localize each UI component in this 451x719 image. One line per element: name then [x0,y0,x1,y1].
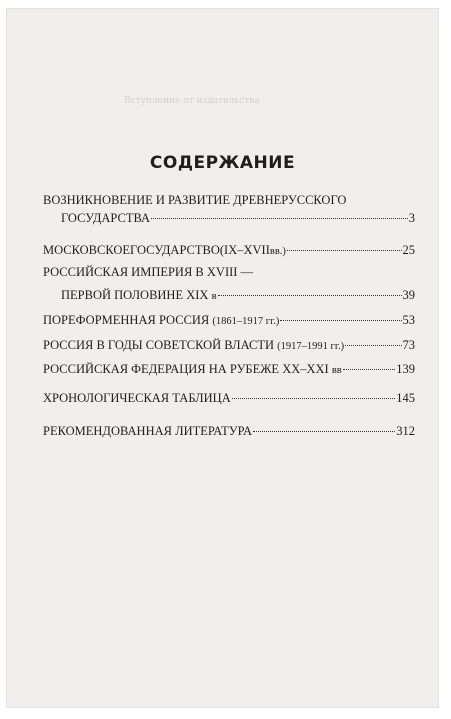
leader-dots [218,282,402,296]
page-number: 73 [402,337,415,352]
toc-entry-suffix: в [211,290,217,302]
leader-dots [287,237,402,251]
leader-dots [345,332,401,346]
page-number: 3 [408,210,415,225]
toc-entry-3 [43,265,415,303]
page-number: 145 [396,390,415,405]
toc-entry-8 [43,421,415,439]
toc-entry-title: ГОСУДАРСТВА [61,210,151,225]
page-number: 312 [396,423,415,438]
leader-dots [253,418,395,432]
toc-entry-suffix: (1917–1991 гг.) [277,340,345,352]
leader-dots [232,385,396,399]
page-number: 139 [396,361,415,376]
toc-entry-4 [43,310,415,328]
toc-entry-title-line: ВОЗНИКНОВЕНИЕ И РАЗВИТИЕ ДРЕВНЕРУССКОГО [43,193,347,207]
toc-entry-suffix: вв [331,364,342,376]
toc-entry-title-line: РОССИЙСКАЯ ИМПЕРИЯ В XVIII — [43,265,254,279]
toc-entry-7 [43,388,415,406]
toc-entry-2 [43,240,415,258]
leader-dots [343,356,395,370]
page-number: 25 [402,242,415,257]
bleed-through-text: Вступление от издательства [124,96,260,106]
toc-entry-5 [43,335,415,353]
toc-entry-6 [43,359,415,377]
toc-entry-title: РОССИЯ В ГОДЫ СОВЕТСКОЙ ВЛАСТИ [43,337,275,352]
toc-entry-title: МОСКОВСКОЕГОСУДАРСТВО(IX–XVII [43,242,270,257]
leader-dots [280,307,401,321]
page-number: 53 [402,312,415,327]
toc-entry-title: ХРОНОЛОГИЧЕСКАЯ ТАБЛИЦА [43,390,231,405]
book-page [6,8,439,708]
toc-entry-title: ПОРЕФОРМЕННАЯ РОССИЯ [43,312,210,327]
toc-entry-1 [43,193,415,226]
leader-dots [151,205,408,219]
toc-entry-title: РОССИЙСКАЯ ФЕДЕРАЦИЯ НА РУБЕЖЕ XX–XXI [43,361,329,376]
toc-entry-title: РЕКОМЕНДОВАННАЯ ЛИТЕРАТУРА [43,423,253,438]
toc-entry-suffix: (1861–1917 гг.) [212,315,280,327]
page-number: 39 [402,287,415,302]
toc-entry-suffix: вв.) [269,245,286,257]
page-title: СОДЕРЖАНИЕ [149,153,296,173]
toc-entry-title: ПЕРВОЙ ПОЛОВИНЕ XIX [61,287,209,302]
